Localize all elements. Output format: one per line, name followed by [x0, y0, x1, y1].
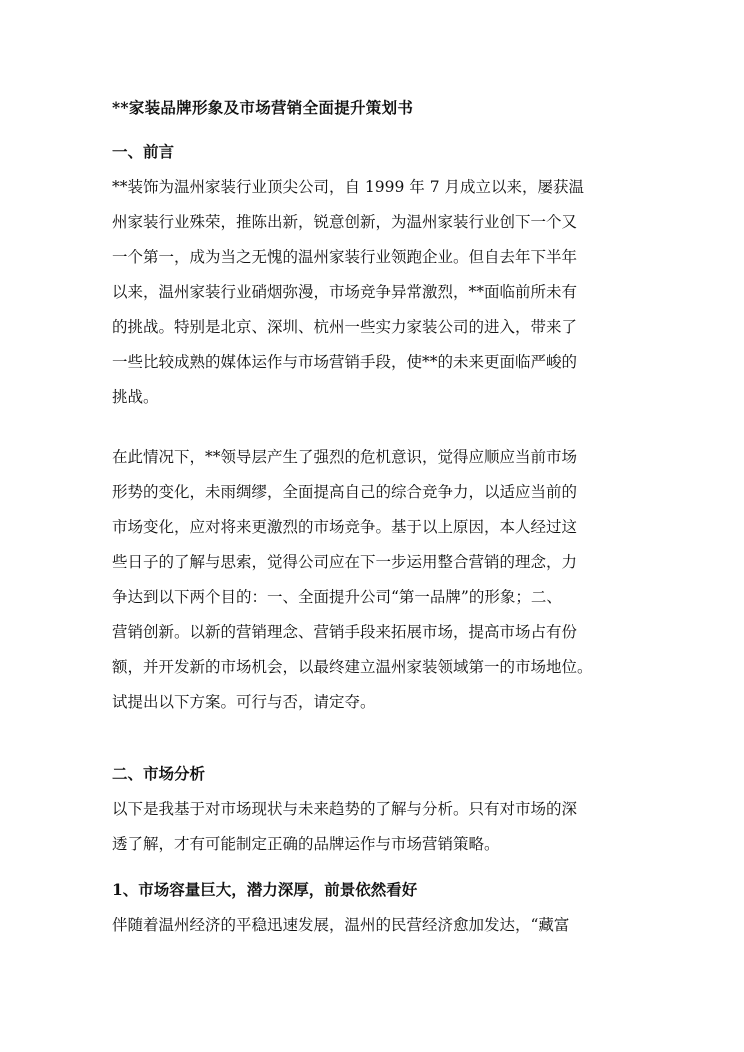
text-line: 试提出以下方案。可行与否，请定夺。	[112, 693, 376, 711]
text-line: 州家装行业殊荣，推陈出新，锐意创新，为温州家装行业创下一个又	[112, 213, 578, 231]
text-line: 市场变化，应对将来更激烈的市场竞争。基于以上原因，本人经过这	[112, 518, 578, 536]
text-line: **装饰为温州家装行业顶尖公司，自 1999 年 7 月成立以来，屡获温	[112, 178, 585, 196]
text-line: 挑战。	[112, 388, 159, 406]
section-heading-market-analysis: 二、市场分析	[112, 764, 206, 783]
text-line: 些日子的了解与思索，觉得公司应在下一步运用整合营销的理念，力	[112, 553, 578, 571]
section-heading-preface: 一、前言	[112, 142, 175, 161]
preface-paragraph-2	[112, 440, 640, 720]
text-line: 以来，温州家装行业硝烟弥漫，市场竞争异常激烈，**面临前所未有	[112, 283, 578, 301]
market-capacity-paragraph	[112, 908, 640, 943]
text-line: 在此情况下，**领导层产生了强烈的危机意识，觉得应顺应当前市场	[112, 448, 578, 466]
preface-paragraph-1	[112, 170, 640, 415]
subsection-heading-market-capacity: 1、市场容量巨大，潜力深厚，前景依然看好	[112, 880, 418, 899]
document-title: **家装品牌形象及市场营销全面提升策划书	[112, 98, 414, 117]
text-line: 额，并开发新的市场机会，以最终建立温州家装领域第一的市场地位。	[112, 658, 593, 676]
text-line: 伴随着温州经济的平稳迅速发展，温州的民营经济愈加发达，“藏富	[112, 916, 570, 934]
text-line: 一些比较成熟的媒体运作与市场营销手段，使**的未来更面临严峻的	[112, 353, 578, 371]
text-line: 以下是我基于对市场现状与未来趋势的了解与分析。只有对市场的深	[112, 800, 578, 818]
text-line: 透了解，才有可能制定正确的品牌运作与市场营销策略。	[112, 835, 500, 853]
text-line: 的挑战。特别是北京、深圳、杭州一些实力家装公司的进入，带来了	[112, 318, 578, 336]
text-line: 形势的变化，未雨绸缪，全面提高自己的综合竞争力，以适应当前的	[112, 483, 578, 501]
text-line: 争达到以下两个目的：一、全面提升公司“第一品牌”的形象；二、	[112, 588, 562, 606]
text-line: 营销创新。以新的营销理念、营销手段来拓展市场，提高市场占有份	[112, 623, 578, 641]
text-line: 一个第一，成为当之无愧的温州家装行业领跑企业。但自去年下半年	[112, 248, 578, 266]
market-analysis-paragraph	[112, 792, 640, 862]
